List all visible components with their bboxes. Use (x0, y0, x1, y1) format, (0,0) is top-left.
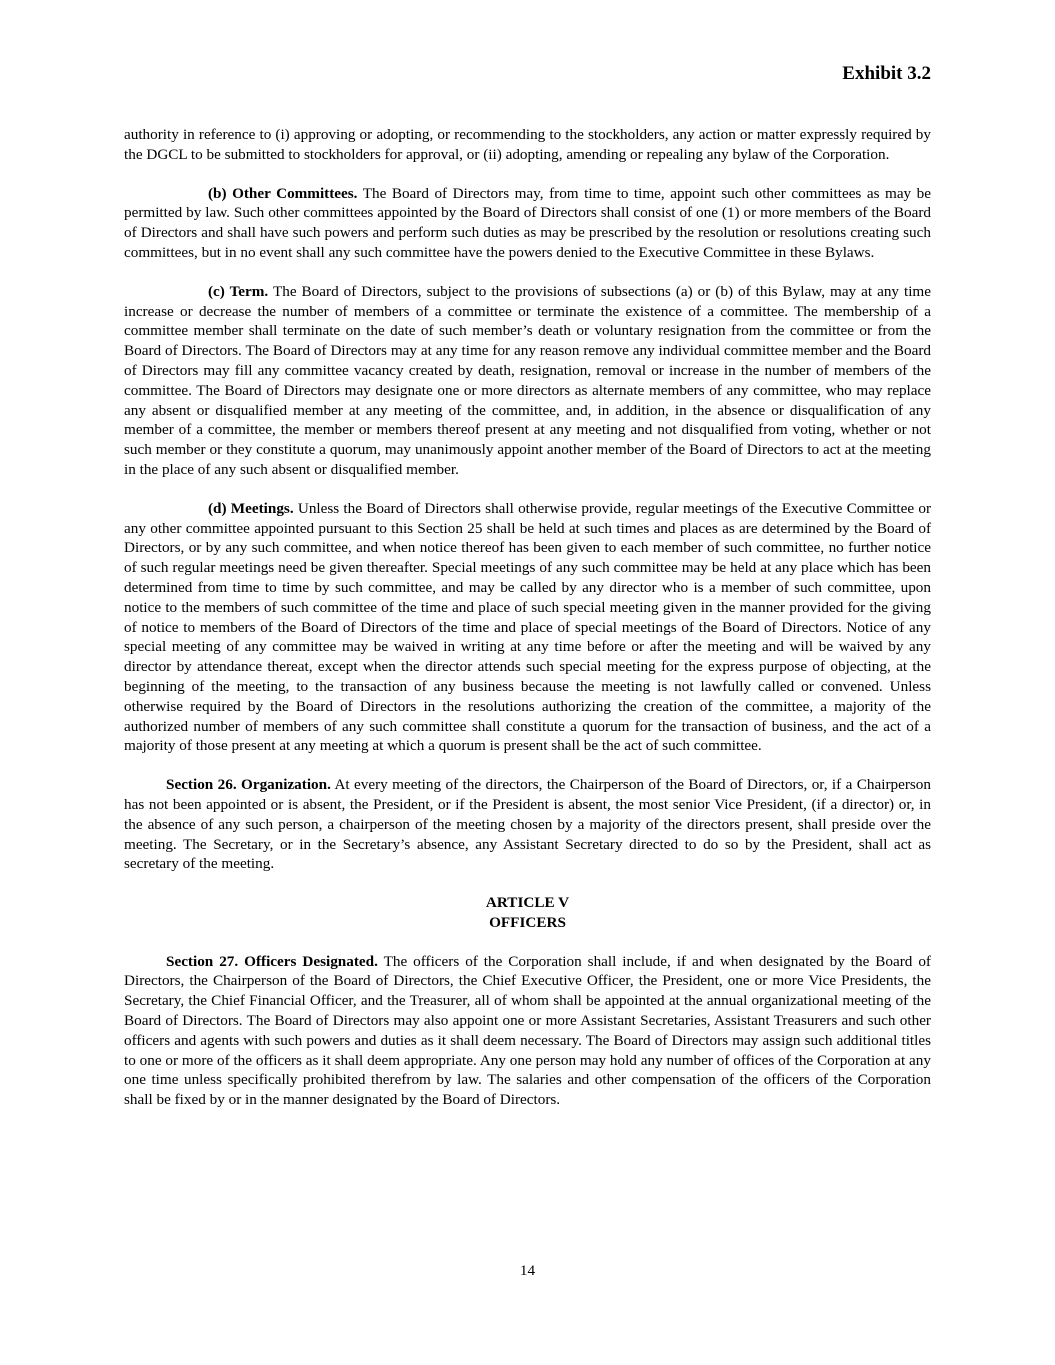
paragraph-text: The Board of Directors may, from time to time, appoint such other committees as may be permitted by law. Such other committees appointed by the Board of Directors shall consist of one (1) or more members of the Board of Directors and shall have such powers and perform such duties as may be prescribed by the resolution or resolutions creating such committees, but in no event shall any such committee have the powers denied to the Executive Committee in these Bylaws. (124, 184, 931, 261)
body-text (124, 125, 931, 1129)
paragraph-heading: Section 26. Organization. (166, 776, 331, 794)
article-heading (124, 893, 931, 933)
paragraph-section-26 (124, 775, 931, 874)
paragraph-text: The Board of Directors, subject to the provisions of subsections (a) or (b) of this Bylaw, may at any time increase or decrease the number of members of a committee or terminate the existence of a committee. The membership of a committee member shall terminate on the date of such member’s death or voluntary resignation from the committee or from the Board of Directors. The Board of Directors may at any time for any reason remove any individual committee member and the Board of Directors may fill any committee vacancy created by death, resignation, removal or increase in the number of members of the committee. The Board of Directors may designate one or more directors as alternate members of any committee, who may replace any absent or disqualified member at any meeting of the committee, and, in addition, in the absence or disqualification of any member of a committee, the member or members thereof present at any meeting and not disqualified from voting, whether or not such member or they constitute a quorum, may unanimously appoint another member of the Board of Directors to act at the meeting in the place of any such absent or disqualified member. (124, 282, 931, 478)
paragraph-text: authority in reference to (i) approving or adopting, or recommending to the stockholders, any action or matter expressly required by the DGCL to be submitted to stockholders for approval, or (ii) adopting, amending or repealing any bylaw of the Corporation. (124, 126, 931, 163)
paragraph-authority (124, 125, 931, 165)
paragraph-text: The officers of the Corporation shall include, if and when designated by the Board of Directors, the Chairperson of the Board of Directors, the Chief Executive Officer, the President, one or more Vice Presidents, the Secretary, the Chief Financial Officer, and the Treasurer, all of whom shall be appointed at the annual organizational meeting of the Board of Directors. The Board of Directors may also appoint one or more Assistant Secretaries, Assistant Treasurers and such other officers and agents with such powers and duties as it shall deem necessary. The Board of Directors may assign such additional titles to one or more of the officers as it shall deem appropriate. Any one person may hold any number of offices of the Corporation at any one time unless specifically prohibited therefrom by law. The salaries and other compensation of the officers of the Corporation shall be fixed by or in the manner designated by the Board of Directors. (124, 952, 931, 1109)
paragraph-heading: (c) Term. (208, 282, 269, 300)
paragraph-heading: Section 27. Officers Designated. (166, 952, 378, 970)
paragraph-term (124, 282, 931, 480)
article-number: ARTICLE V (485, 894, 570, 912)
paragraph-meetings (124, 499, 931, 756)
paragraph-other-committees (124, 184, 931, 263)
paragraph-heading: (b) Other Committees. (208, 184, 358, 202)
exhibit-label: Exhibit 3.2 (842, 63, 931, 84)
paragraph-text: Unless the Board of Directors shall otherwise provide, regular meetings of the Executive Committee or any other committee appointed pursuant to this Section 25 shall be held at such times and places as are determined by the Board of Directors, or by any such committee, and when notice thereof has been given to each member of such committee, no further notice of such regular meetings need be given thereafter. Special meetings of any such committee may be held at any place which has been determined from time to time by such committee, and may be called by any director who is a member of such committee, upon notice to the members of such committee of the time and place of such special meeting given in the manner provided for the giving of notice to members of the Board of Directors of the time and place of special meetings of the Board of Directors. Notice of any special meeting of any committee may be waived in writing at any time before or after the meeting and will be waived by any director by attendance thereat, except when the director attends such special meeting for the express purpose of objecting, at the beginning of the meeting, to the transaction of any business because the meeting is not lawfully called or convened. Unless otherwise required by the Board of Directors in the resolutions authorizing the creation of the committee, a majority of the authorized number of members of any such committee shall constitute a quorum for the transaction of business, and the act of a majority of those present at any meeting at which a quorum is present shall be the act of such committee. (124, 499, 932, 755)
paragraph-section-27 (124, 952, 931, 1110)
article-title: OFFICERS (489, 913, 566, 931)
paragraph-text: At every meeting of the directors, the Chairperson of the Board of Directors, or, if a Chairperson has not been appointed or is absent, the President, or if the President is absent, the most senior Vice President, (if a director) or, in the absence of any such person, a chairperson of the meeting chosen by a majority of the directors present, shall preside over the meeting. The Secretary, or in the Secretary’s absence, any Assistant Secretary directed to do so by the President, shall act as secretary of the meeting. (124, 776, 931, 873)
paragraph-heading: (d) Meetings. (208, 499, 294, 517)
page-number: 14 (519, 1262, 536, 1279)
